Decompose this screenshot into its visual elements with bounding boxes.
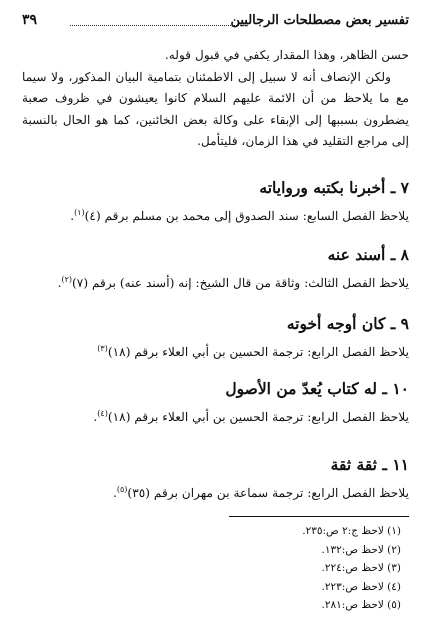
entry-text: يلاحظ الفصل الثالث: وثاقة من قال الشيخ: إنه (أسند عنه) برقم (٧)$^{(٢)}$.	[57, 274, 409, 290]
entry-text: يلاحظ الفصل الرابع: ترجمة الحسين بن أبي العلاء برقم (١٨)$^{(٣)}$	[97, 343, 409, 359]
intro-line: حسن الظاهر، وهذا المقدار يكفي في قبول قوله.	[164, 48, 409, 62]
footnote-marker[interactable]: (٥)	[116, 484, 128, 494]
footnote-divider	[229, 516, 409, 517]
footnotes-list	[22, 522, 401, 615]
footnote-item: (٢) لاحظ ص:١٣٢.	[321, 543, 401, 556]
entry-8	[22, 244, 409, 293]
entry-text: يلاحظ الفصل الرابع: ترجمة الحسين بن أبي العلاء برقم (١٨)$^{(٤)}$.	[93, 408, 409, 424]
entry-heading: ٧ ـ أخبرنا بكتبه ورواياته	[259, 178, 409, 197]
intro-text	[22, 45, 409, 153]
footnote-item: (٥) لاحظ ص:٢٨١.	[321, 599, 401, 611]
entry-heading: ١٠ ـ له كتاب يُعدّ من الأصول	[225, 379, 409, 398]
entry-10	[22, 378, 409, 427]
footnote-item: (١) لاحظ ج:٢ ص:٢٣٥.	[302, 525, 401, 537]
running-header	[22, 13, 409, 33]
footnote-item: (٤) لاحظ ص:٢٢٣.	[321, 580, 401, 593]
entry-11	[22, 454, 409, 503]
entry-heading: ٩ ـ كان أوجه أخوته	[286, 314, 409, 333]
footnote-item: (٣) لاحظ ص:٢٢٤.	[321, 562, 401, 574]
entry-text: يلاحظ الفصل الرابع: ترجمة سماعة بن مهران برقم (٣٥)$^{(٥)}$.	[113, 484, 409, 500]
entry-9	[22, 313, 409, 362]
page-number: ٣٩	[22, 12, 38, 28]
footnote-marker[interactable]: (١)	[74, 207, 85, 217]
footnote-marker[interactable]: (٣)	[97, 343, 108, 353]
running-title: تفسير بعض مصطلحات الرجاليين	[230, 13, 409, 28]
entry-text: يلاحظ الفصل السابع: سند الصدوق إلى محمد بن مسلم برقم (٤)$^{(١)}$.	[70, 207, 409, 223]
leader-dots	[70, 25, 241, 26]
entry-heading: ١١ ـ ثقة ثقة	[330, 455, 409, 474]
footnote-marker[interactable]: (٤)	[97, 408, 108, 418]
entry-heading: ٨ ـ أسند عنه	[327, 245, 409, 264]
entry-7	[22, 177, 409, 226]
footnote-marker[interactable]: (٢)	[61, 274, 72, 284]
intro-paragraph: ولكن الإنصاف أنه لا سبيل إلى الاطمئنان بتمامية البيان المذكور، ولا سيما مع ما يلاحظ من أن الائمة عليهم السلام كانوا يعيشون في ظروف صعبة يضطرون بسببها إلى الإبقاء على وكالة بعض الخائنين، كما هو الحال بالنسبة إلى مراجع التقليد في هذا الزمان، فليتأمل.	[22, 69, 409, 148]
